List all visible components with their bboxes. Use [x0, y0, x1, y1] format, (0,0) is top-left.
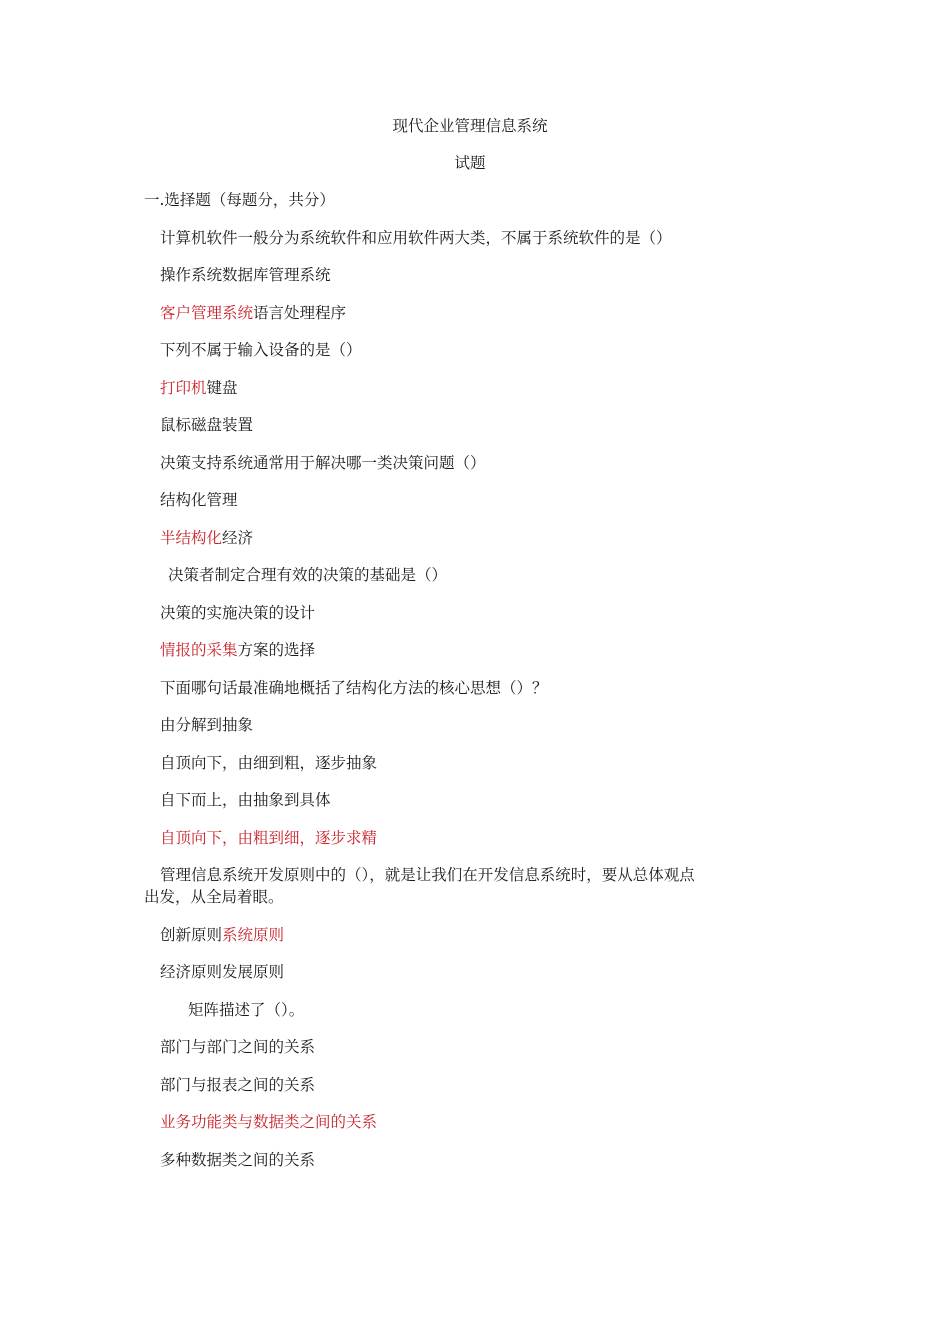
option-text: 部门与部门之间的关系 [160, 1038, 316, 1056]
question-6-options-line-1 [160, 924, 284, 946]
question-5-options-line-3 [160, 789, 331, 811]
option-text: 结构化管理 [160, 491, 238, 509]
question-7-options-line-2 [160, 1074, 315, 1096]
option-text: 经济原则发展原则 [160, 963, 285, 981]
option-text: 由分解到抽象 [160, 716, 254, 734]
answer-option-text: 打印机 [160, 379, 207, 397]
question-4-stem: 决策者制定合理有效的决策的基础是（） [168, 566, 448, 584]
question-2-options-line-1 [160, 377, 238, 399]
question-6-stem-line-1: 管理信息系统开发原则中的（），就是让我们在开发信息系统时，要从总体观点 [160, 866, 695, 884]
question-5-options-line-2 [160, 752, 377, 774]
question-5-stem: 下面哪句话最准确地概括了结构化方法的核心思想（）？ [160, 679, 548, 697]
question-3-options-line-1 [160, 489, 238, 511]
question-4-options-line-2 [160, 639, 315, 661]
option-text: 键盘 [206, 379, 238, 397]
question-1-stem: 计算机软件一般分为系统软件和应用软件两大类，不属于系统软件的是（） [160, 229, 672, 247]
question-3-options-line-2 [160, 527, 253, 549]
option-text: 鼠标磁盘装置 [160, 416, 254, 434]
question-6-options-line-2 [160, 961, 284, 983]
question-2-stem: 下列不属于输入设备的是（） [160, 341, 362, 359]
option-text: 部门与报表之间的关系 [160, 1076, 316, 1094]
question-3-stem: 决策支持系统通常用于解决哪一类决策问题（） [160, 454, 486, 472]
option-text: 自下而上，由抽象到具体 [160, 791, 331, 809]
option-text: 方案的选择 [237, 641, 316, 659]
question-1-options-line-2 [160, 302, 346, 324]
question-7-options-line-4 [160, 1149, 315, 1171]
question-7-options-line-1 [160, 1036, 315, 1058]
question-5-options-line-4 [160, 827, 377, 849]
answer-option-text: 半结构化 [160, 529, 223, 547]
option-text: 创新原则 [160, 926, 223, 944]
answer-option-text: 自顶向下，由粗到细，逐步求精 [160, 829, 378, 847]
question-7-options-line-3 [160, 1111, 377, 1133]
answer-option-text: 系统原则 [222, 926, 285, 944]
answer-option-text: 业务功能类与数据类之间的关系 [160, 1113, 378, 1131]
answer-option-text: 情报的采集 [160, 641, 238, 659]
question-5-options-line-1 [160, 714, 253, 736]
option-text: 语言处理程序 [253, 304, 347, 322]
question-6-stem-line-2: 出发，从全局着眼。 [144, 888, 284, 906]
option-text: 多种数据类之间的关系 [160, 1151, 316, 1169]
option-text: 经济 [222, 529, 254, 547]
question-1-options-line-1 [160, 264, 331, 286]
option-text: 操作系统数据库管理系统 [160, 266, 331, 284]
document-subtitle: 试题 [454, 154, 486, 172]
question-7-stem: 矩阵描述了（）。 [188, 1001, 305, 1019]
section-heading: 一.选择题（每题分，共分） [144, 191, 335, 209]
question-4-options-line-1 [160, 602, 315, 624]
question-2-options-line-2 [160, 414, 253, 436]
document-title: 现代企业管理信息系统 [392, 117, 548, 135]
option-text: 决策的实施决策的设计 [160, 604, 316, 622]
answer-option-text: 客户管理系统 [160, 304, 254, 322]
option-text: 自顶向下，由细到粗，逐步抽象 [160, 754, 378, 772]
